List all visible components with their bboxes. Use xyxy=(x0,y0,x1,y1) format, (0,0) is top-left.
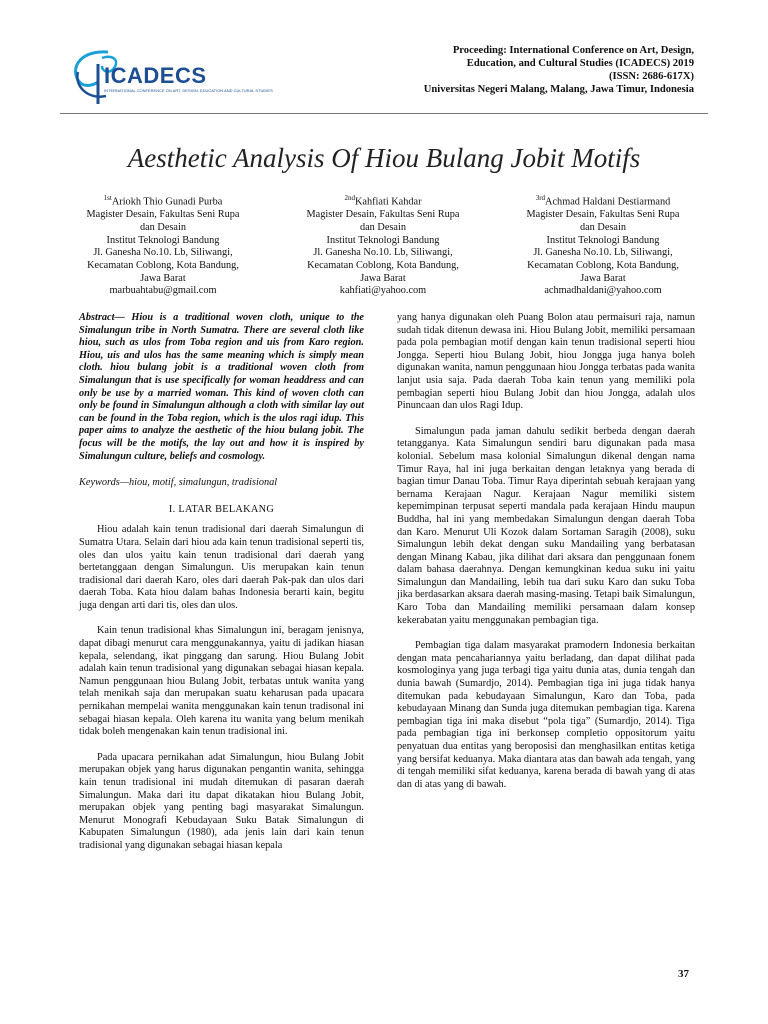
author-address: Jawa Barat xyxy=(580,272,626,284)
author-address: Jl. Ganesha No.10. Lb, Siliwangi, xyxy=(93,247,233,259)
author-dept: Magister Desain, Fakultas Seni Rupa xyxy=(526,209,680,221)
author-address: Jl. Ganesha No.10. Lb, Siliwangi, xyxy=(313,247,453,259)
keywords: Keywords—hiou, motif, simalungun, tradisional xyxy=(79,477,278,489)
body-paragraph: Kain tenun tradisional khas Simalungun ini, beragam jenisnya, dapat dibagi menurut cara menggunakannya, yaitu di jadikan hiasan kepala, selendang, ikat pinggang dan sarung. Hiou Bulang Jobit adalah kain tenun tradisional yang digunakan sebagai hiasan kepala. Namun penggunaan hiou Bulang Jobit, terbatas untuk wanita yang telah menikah saja dan merupakan suatu keharusan pada upacara pernikahan mempelai wanita menggunakan kain tenun tradisonal ini sebagai hiasan kepala. Oleh karena itu wanita yang belum menikah tidak boleh mengenakan kain tenun tradisional ini. xyxy=(79,625,364,738)
author-institution: Institut Teknologi Bandung xyxy=(326,234,440,246)
author-email[interactable]: achmadhaldani@yahoo.com xyxy=(544,285,662,297)
author-address: Kecamatan Coblong, Kota Bandung, xyxy=(527,259,679,271)
author-ordinal: 1st xyxy=(103,194,112,202)
body-paragraph: Pembagian tiga dalam masyarakat pramodern Indonesia berkaitan dengan mata pencahariannya yaitu berladang, dan dapat dilihat pada kosmologinya yang juga terbagi tiga yaitu dunia atas, dunia tengah dan dunia bawah (Sumardjo, 2014). Pembagian tiga ini juga tidak hanya ditemukan pada kebudayaan Simalungun, Karo dan Toba, pada kebudayaan Minang dan Sunda juga ditemukan pembagian tiga. Karena pembagian tiga ini maka disebut “pola tiga” (Sumardjo, 2014). Tiga pada pembagian tiga ini berkonsep completio oppositorum yaitu penyatuan dua entitas yang beroposisi dan menghasilkan entitas ketiga yang bersifat keduanya. Maka diantara atas dan bawah ada tengah, yang di tengah memiliki sifat keduanya, karena berada di bawah yang di atas dan di atas yang di bawah. xyxy=(397,640,695,790)
author-dept: dan Desain xyxy=(359,221,407,233)
header-line: (ISSN: 2686-617X) xyxy=(608,71,694,82)
author-dept: dan Desain xyxy=(579,221,627,233)
proceeding-header xyxy=(364,44,694,96)
author-address: Jl. Ganesha No.10. Lb, Siliwangi, xyxy=(533,247,673,259)
body-paragraph: Hiou adalah kain tenun tradisional dari daerah Simalungun di Sumatra Utara. Selain dari hiou ada kain tenun tradisional seperti tis, oles dan ulos yaitu kain tenun tradisional dari daerah yang bertetanggaan dengan Simalungun. Uis merupakan kain tenun tradisional dari daerah Karo, oles dari daerah Pak-pak dan ulos dari daerah Toba. Kata hiou dalam bahas Indonesia berarti kain, begitu juga dengan arti dari tis, oles dan ulos. xyxy=(79,524,364,611)
page-number: 37 xyxy=(678,968,689,980)
body-paragraph: Pada upacara pernikahan adat Simalungun, hiou Bulang Jobit merupakan objek yang harus digunakan pengantin wanita, sehingga kain tenun tradisional ini mudah ditemukan di pasaran daerah Simalungun. Maka dari itu dapat dikatakan hiou Bulang Jobit, merupakan objek yang penting bagi masyarakat Simalungun. Menurut Monografi Kebudayaan Suku Batak Simalungun di Kabupaten Simalungun (1980), ada jenis lain dari kain tenun tradisional yang digunakan sebagai hiasan kepala xyxy=(79,751,364,851)
author-ordinal: 2nd xyxy=(344,194,355,202)
author-email[interactable]: marbuahtabu@gmail.com xyxy=(109,285,217,297)
author-block xyxy=(283,192,483,298)
right-column xyxy=(397,312,695,791)
abstract: Abstract— Hiou is a traditional woven cloth, unique to the Simalungun tribe in North Sumatra. There are several cloth like hiou, such as ulos from Toba region and uis from Karo region. Hiou, uis and ulos has the same meaning which is simply mean cloth. hiou bulang jobit is a traditional woven cloth from Simalungun that is use specifically for woman headdress and can only be use by a married woman. This kind of woven cloth can only be found in Simalungun although a cloth with similar lay out can be found in the Toba region, which is the ulos ragi idup. This paper aims to analyze the aesthetic of the hiou bulang jobit. The focus will be the motifs, the lay out and how it is inspired by Simalungun culture, beliefs and cosmology. xyxy=(79,312,364,462)
author-name: Kahfiati Kahdar xyxy=(354,196,422,208)
author-name: Ariokh Thio Gunadi Purba xyxy=(111,196,223,208)
author-block xyxy=(503,192,703,298)
author-institution: Institut Teknologi Bandung xyxy=(546,234,660,246)
author-name: Achmad Haldani Destiarmand xyxy=(545,196,671,208)
author-address: Jawa Barat xyxy=(140,272,186,284)
author-address: Jawa Barat xyxy=(360,272,406,284)
header-line: Proceeding: International Conference on Art, Design, xyxy=(452,45,694,56)
author-dept: Magister Desain, Fakultas Seni Rupa xyxy=(86,209,240,221)
header-line: Education, and Cultural Studies (ICADECS) 2019 xyxy=(466,58,694,69)
author-address: Kecamatan Coblong, Kota Bandung, xyxy=(307,259,459,271)
author-institution: Institut Teknologi Bandung xyxy=(106,234,220,246)
author-dept: Magister Desain, Fakultas Seni Rupa xyxy=(306,209,460,221)
author-address: Kecamatan Coblong, Kota Bandung, xyxy=(87,259,239,271)
author-ordinal: 3rd xyxy=(535,194,546,202)
header-divider xyxy=(60,113,708,114)
logo-tagline: INTERNATIONAL CONFERENCE ON ART, DESIGN, EDUCATION AND CULTURAL STUDIES xyxy=(104,88,273,93)
logo-wordmark: ICADECS xyxy=(104,63,207,88)
author-email[interactable]: kahfiati@yahoo.com xyxy=(339,285,427,297)
body-paragraph: Simalungun pada jaman dahulu sedikit berbeda dengan daerah tetangganya. Kata Simalungun sendiri baru digunakan pada masa kolonial. Sebelum masa kolonial Simalungun dikenal dengan nama Timur Raya, hal ini juga berkaitan dengan letaknya yang berada di bagian timur Danau Toba. Timur Raya diperintah sebuah kerajaan yang bernama Kerajaan Nagur. Kerajaan Nagur memiliki sistem kepemimpinan terpusat seperti mandala pada kerajaan Hindu maupun Buddha, hal ini yang membedakan Simalungun dengan daerah Toba dan Karo. Menurut Uli Kozok dalam Sortaman Saragih (2008), suku Simalungun lebih dekat dengan suku Mandailing yang berbatasan dengan Minang Kabau, jika dilihat dari aksara dan penggunaan fonem dalam bahasa daerahnya. Dengan kemungkinan kedua suku ini yaitu Simalungun dan Mandailing, lebih tua dari suku Karo dan suku Toba jika berdasarkan aksara daerah masing-masing. Tetapi baik Simalungun, Karo Toba dan Mandailing memiliki persamaan dalam konsep kekerabatan yaitu menggunakan pembagian tiga. xyxy=(397,425,695,626)
body-paragraph: yang hanya digunakan oleh Puang Bolon atau permaisuri raja, namun sudah tidak ditenun dewasa ini. Hiou Bulang Jobit, memiliki persamaan pada pola pembagian motif dengan kain tenun tradisional seperti hiou Jongga. Seperti hiou Bulang Jobit, hiou Jongga juga hanya boleh digunakan wanita, namun penggunaan hiou Jongga terbatas pada wanita lanjut usia saja. Pada daerah Toba kain tenun yang memiliki pola pembagian seperti hiou Bulang Jobit dan hiou Jongga, adalah ulos Pinuncaan dan ulos Ragi Idup. xyxy=(397,312,695,412)
author-block xyxy=(63,192,263,298)
author-dept: dan Desain xyxy=(139,221,187,233)
section-heading: I. LATAR BELAKANG xyxy=(168,503,275,515)
left-column xyxy=(79,312,364,853)
header-line: Universitas Negeri Malang, Malang, Jawa Timur, Indonesia xyxy=(423,84,694,95)
paper-title: Aesthetic Analysis Of Hiou Bulang Jobit Motifs xyxy=(127,143,641,173)
